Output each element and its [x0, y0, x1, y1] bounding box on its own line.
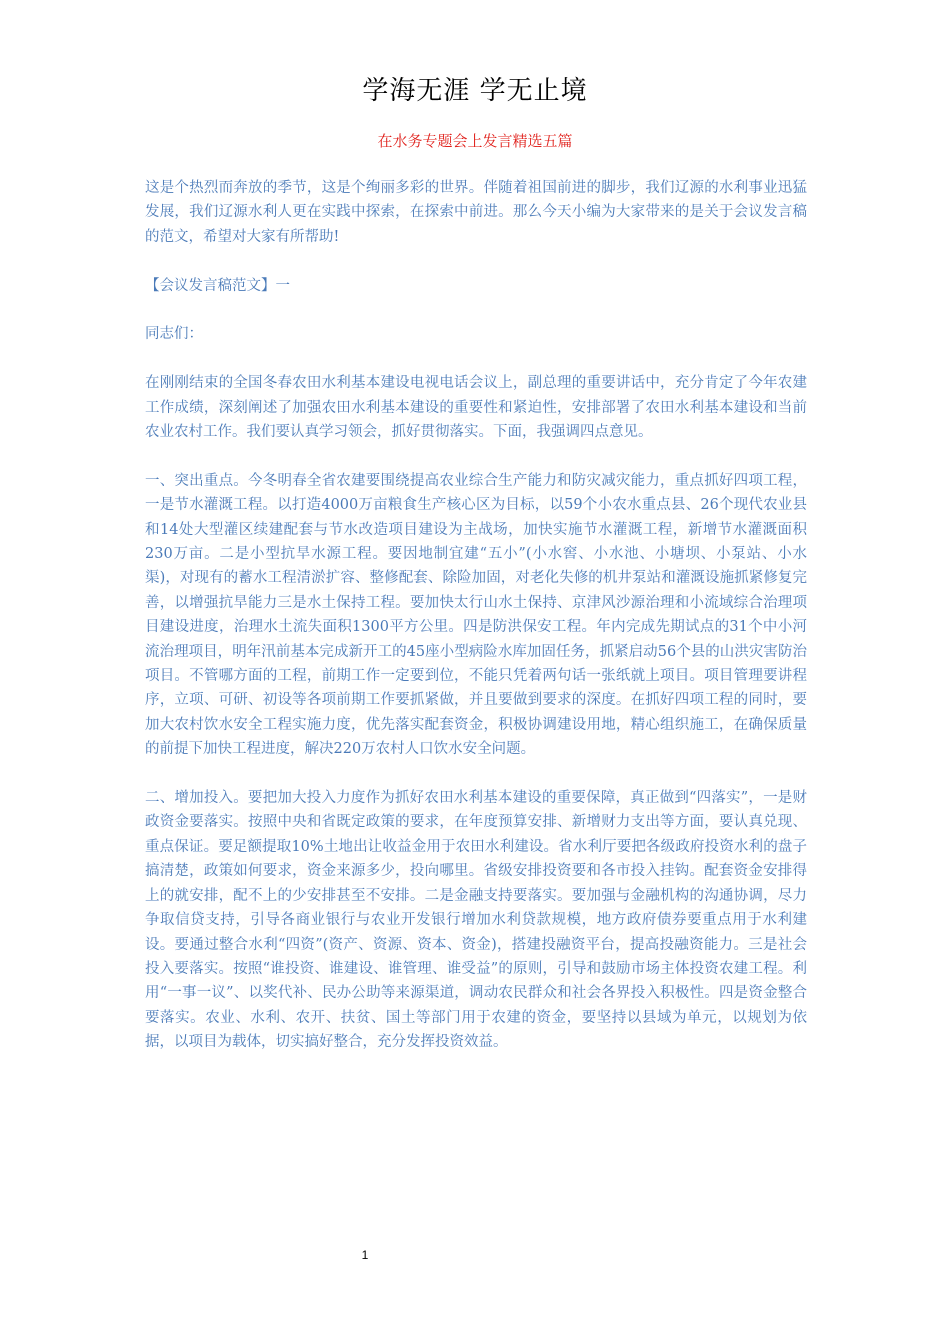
page-header-title: 学海无涯 学无止境	[362, 76, 588, 106]
section-heading: 【会议发言稿范文】一	[145, 277, 290, 294]
body-paragraph: 一、突出重点。今冬明春全省农建要围绕提高农业综合生产能力和防灾减灾能力，重点抓好四项工程，一是节水灌溉工程。以打造4000万亩粮食生产核心区为目标，以59个小农水重点县、26个现代农业县和14处大型灌区续建配套与节水改造项目建设为主战场，加快实施节水灌溉工程，新增节水灌溉面积230万亩。二是小型抗旱水源工程。要因地制宜建“五小”(小水窖、小水池、小塘坝、小泵站、小水渠)，对现有的蓄水工程清淤扩容、整修配套、除险加固，对老化失修的机井泵站和灌溉设施抓紧修复完善，以增强抗旱能力三是水土保持工程。要加快太行山水土保持、京津风沙源治理和小流域综合治理项目建设进度，治理水土流失面积1300平方公里。四是防洪保安工程。年内完成先期试点的31个中小河流治理项目，明年汛前基本完成新开工的45座小型病险水库加固任务，抓紧启动56个县的山洪灾害防治项目。不管哪方面的工程，前期工作一定要到位，不能只凭着两句话一张纸就上项目。项目管理要讲程序，立项、可研、初设等各项前期工作要抓紧做，并且要做到要求的深度。在抓好四项工程的同时，要加大农村饮水安全工程实施力度，优先落实配套资金，积极协调建设用地，精心组织施工，在确保质量的前提下加快工程进度，解决220万农村人口饮水安全问题。	[145, 472, 807, 758]
document-body	[145, 176, 807, 1079]
document-title: 在水务专题会上发言精选五篇	[377, 132, 573, 150]
intro-paragraph: 这是个热烈而奔放的季节，这是个绚丽多彩的世界。伴随着祖国前进的脚步，我们辽源的水利事业迅猛发展，我们辽源水利人更在实践中探索，在探索中前进。那么今天小编为大家带来的是关于会议发言稿的范文，希望对大家有所帮助!	[145, 180, 807, 245]
page-number: 1	[361, 1248, 369, 1262]
body-paragraph: 二、增加投入。要把加大投入力度作为抓好农田水利基本建设的重要保障，真正做到“四落实”，一是财政资金要落实。按照中央和省既定政策的要求，在年度预算安排、新增财力支出等方面，要认真兑现、重点保证。要足额提取10%土地出让收益金用于农田水利建设。省水利厅要把各级政府投资水利的盘子搞清楚，政策如何要求，资金来源多少，投向哪里。省级安排投资要和各市投入挂钩。配套资金安排得上的就安排，配不上的少安排甚至不安排。二是金融支持要落实。要加强与金融机构的沟通协调，尽力争取信贷支持，引导各商业银行与农业开发银行增加水利贷款规模，地方政府债券要重点用于水利建设。要通过整合水利“四资”(资产、资源、资本、资金)，搭建投融资平台，提高投融资能力。三是社会投入要落实。按照“谁投资、谁建设、谁管理、谁受益”的原则，引导和鼓励市场主体投资农建工程。利用“一事一议”、以奖代补、民办公助等来源渠道，调动农民群众和社会各界投入积极性。四是资金整合要落实。农业、水利、农开、扶贫、国土等部门用于农建的资金，要坚持以县域为单元，以规划为依据，以项目为载体，切实搞好整合，充分发挥投资效益。	[145, 790, 807, 1051]
salutation: 同志们：	[145, 326, 203, 343]
body-paragraph: 在刚刚结束的全国冬春农田水利基本建设电视电话会议上，副总理的重要讲话中，充分肯定了今年农建工作成绩，深刻阐述了加强农田水利基本建设的重要性和紧迫性，安排部署了农田水利基本建设和当前农业农村工作。我们要认真学习领会，抓好贯彻落实。下面，我强调四点意见。	[145, 375, 807, 441]
